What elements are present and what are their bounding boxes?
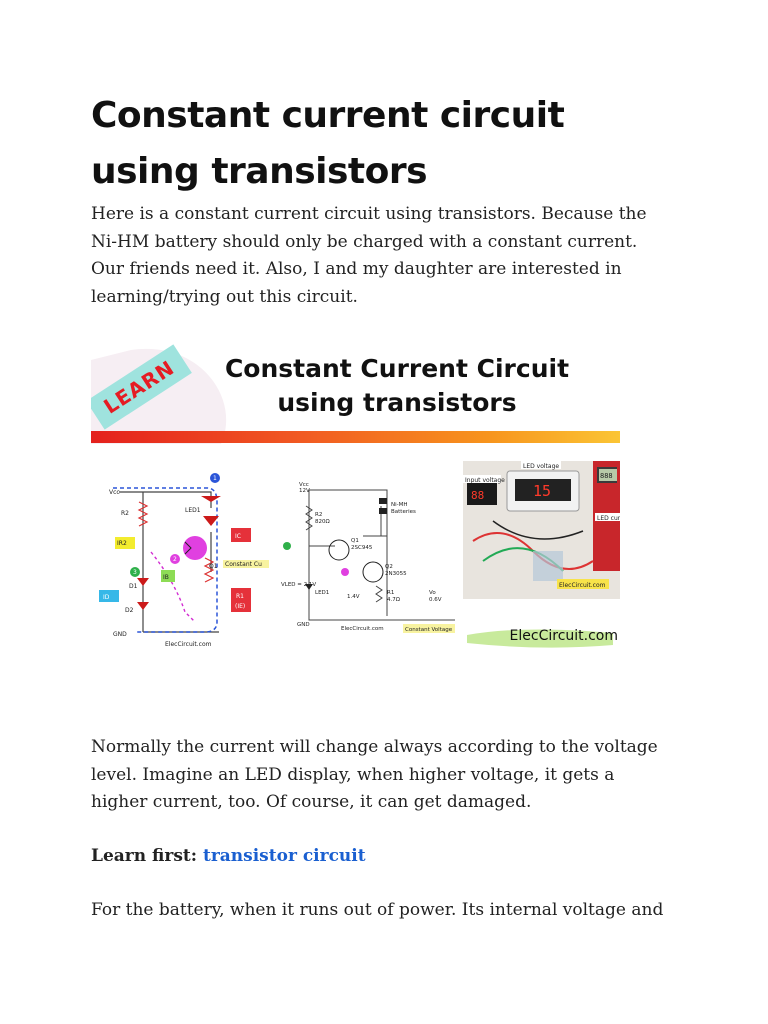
page-title [91,88,671,200]
ca-d1-label: D1 [129,583,138,590]
ca-node-2: 2 [173,556,177,563]
ca-r1-label: R1 [236,593,244,600]
ca-const-label: Constant Cu [225,561,262,568]
circuit-diagram-current-flow [95,472,275,648]
cb-vcc-label: Vcc [299,482,309,488]
led-current-tag: LED cur [597,515,620,522]
banner-title-line1: Constant Current Circuit [224,354,570,383]
input-voltage-tag: Input voltage [465,477,505,484]
meter-setup-photo [463,461,620,599]
ca-q1-label: Q1 [209,563,218,570]
brand-text: ElecCircuit.com [509,628,618,644]
ca-d2-label: D2 [125,607,134,614]
ca-ir2-label: IR2 [117,540,127,547]
banner-title [187,352,607,420]
battery-paragraph: For the battery, when it runs out of power. Its internal voltage and [91,900,664,920]
cb-vo-label: Vo [429,590,436,596]
ca-led-label: LED1 [185,507,201,514]
ca-node-3: 3 [133,569,137,576]
learn-ribbon-text: LEARN [99,355,179,419]
cb-r1-value: 4.7Ω [387,597,400,603]
cb-vled-label: VLED = 2.1V [281,582,317,588]
ca-gnd-label: GND [113,631,127,638]
cb-battery-label2: Batteries [391,509,416,515]
elec-circuit-brand [463,625,620,651]
cb-q2-part: 2N3055 [385,571,407,577]
meter-setup-illustration [463,461,620,599]
circuit-diagram-two-transistor [279,476,459,636]
banner-gradient-bar [91,431,620,443]
cb-r1-label: R1 [387,590,395,596]
banner-title-line2: using transistors [277,388,517,417]
ca-ir1-label: (IE) [235,603,246,610]
voltage-paragraph: Normally the current will change always according to the voltage level. Imagine an LED display, when higher voltage, it gets a higher current, too. Of course, it can get damaged. [91,737,658,812]
cb-site-label: ElecCircuit.com [341,626,384,632]
input-meter-display: 88 [471,489,485,502]
cb-r2-value: 820Ω [315,519,330,525]
cb-const-voltage-label: Constant Voltage [405,627,453,633]
led-meter-display: 15 [533,482,552,500]
transistor-circuit-link[interactable]: transistor circuit [202,846,366,866]
ca-node-1: 1 [213,475,217,482]
article-banner-image [91,340,621,652]
photo-site-label: ElecCircuit.com [559,582,606,589]
multimeter-display: 888 [600,472,613,480]
cb-led-label: LED1 [315,590,330,596]
cb-vcc-value: 12V [299,488,310,494]
banner-header [91,340,621,444]
led-voltage-tag: LED voltage [523,463,560,470]
cb-battery-label: Ni-MH [391,502,408,508]
cb-gnd-label: GND [297,622,310,628]
cb-v14-label: 1.4V [347,594,360,600]
cb-q1-label: Q1 [351,538,359,544]
page-title-text: Constant current circuit using transistors [91,95,565,192]
ca-r2-label: R2 [121,510,129,517]
learn-first-line [91,843,671,871]
ca-ic-label: IC [235,533,241,540]
intro-paragraph: Here is a constant current circuit using transistors. Because the Ni-HM battery should only be charged with a constant current. Our friends need it. Also, I and my daughter are interested in learning/trying out this circuit. [91,204,647,307]
cb-vo-value: 0.6V [429,597,442,603]
cb-q1-part: 2SC945 [351,545,373,551]
ca-site-label: ElecCircuit.com [165,641,212,648]
ca-vcc-label: Vcc [109,489,120,496]
cb-r2-label: R2 [315,512,323,518]
ca-id-label: ID [103,594,110,601]
cb-q2-label: Q2 [385,564,393,570]
learn-first-label: Learn first: [91,846,198,866]
ca-ib-label: IB [163,574,169,581]
